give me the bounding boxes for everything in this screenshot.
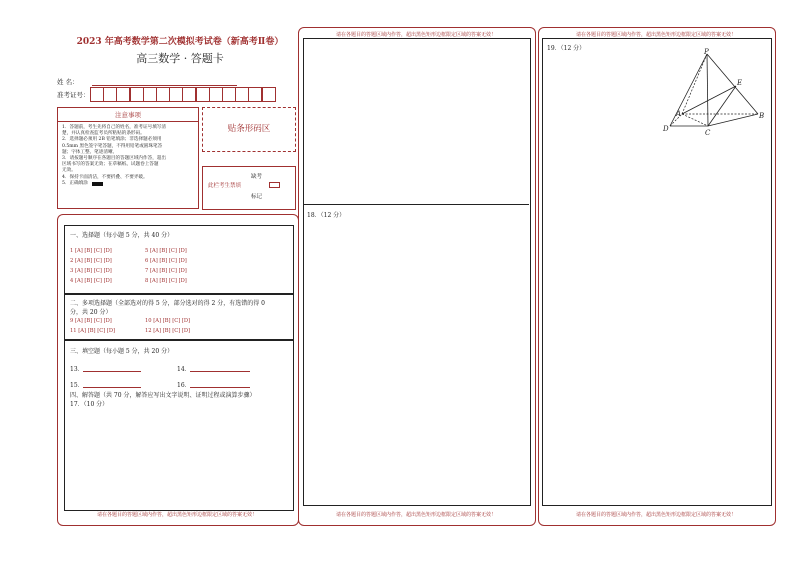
barcode-label: 贴条形码区: [227, 124, 271, 134]
id-digit-box[interactable]: [262, 87, 276, 102]
q16-blank[interactable]: [190, 387, 250, 388]
id-digit-box[interactable]: [90, 87, 104, 102]
section1-box: [64, 225, 294, 295]
q17-label: 17．（10 分）: [70, 401, 109, 408]
mcq-row[interactable]: 3 [A] [B] [C] [D]: [70, 268, 112, 274]
id-digit-box[interactable]: [248, 87, 262, 102]
notice-box: [57, 107, 199, 209]
mcq-row[interactable]: 2 [A] [B] [C] [D]: [70, 258, 112, 264]
name-label: 姓 名：: [57, 78, 79, 86]
q18-label: 18．（12 分）: [307, 212, 346, 219]
notice-title: 注意事项: [58, 108, 198, 122]
boundary-warning: 请在各题目的答题区域内作答，超出黑色矩形边框限定区域的答案无效！: [96, 512, 257, 518]
section1-title: 一、选择题（每小题 5 分，共 40 分）: [70, 232, 174, 239]
edge-pb: [707, 54, 758, 114]
id-digit-box[interactable]: [130, 87, 144, 102]
name-field[interactable]: [92, 84, 237, 86]
id-digit-box[interactable]: [182, 87, 196, 102]
middle-answer-box[interactable]: [303, 38, 531, 506]
absent-note: 此栏考生禁填: [208, 183, 242, 189]
section4-title: 四、解答题（共 70 分，解答应写出文字说明、证明过程或演算步骤）: [70, 392, 256, 399]
absent-mark-label: 标记: [251, 194, 263, 200]
q15-label: 15．: [70, 382, 84, 389]
vertex-label-e: E: [737, 79, 743, 87]
boundary-warning-top: 请在各题目的答题区域内作答，超出黑色矩形边框限定区域的答案无效！: [575, 32, 736, 38]
mcq-row[interactable]: 7 [A] [B] [C] [D]: [145, 268, 187, 274]
notice-item: 0.5mm 黑色签字笔答题，不得用铅笔或圆珠笔答: [62, 143, 163, 149]
id-digit-box[interactable]: [169, 87, 183, 102]
id-digit-box[interactable]: [143, 87, 157, 102]
notice-item-fill: [58, 181, 198, 187]
notice-item: 区域书写的答案无效；在草稿纸、试题卷上答题: [62, 162, 159, 168]
vertex-label-c: C: [705, 129, 711, 137]
filled-sample-mark: [92, 182, 103, 186]
pyramid-figure: [660, 48, 770, 140]
q17-q18-divider: [303, 204, 529, 205]
section2-box: [64, 293, 294, 341]
id-label: 准考证号：: [57, 91, 90, 99]
vertex-label-p: P: [704, 48, 709, 56]
edge-pc: [707, 54, 708, 126]
id-digit-box[interactable]: [209, 87, 223, 102]
q14-label: 14．: [177, 366, 191, 373]
mcq-row[interactable]: 4 [A] [B] [C] [D]: [70, 278, 112, 284]
q13-label: 13．: [70, 366, 84, 373]
vertex-label-b: B: [759, 112, 765, 120]
notice-item: 4．保持卡面清洁，不要折叠、不要弄破。: [62, 174, 148, 180]
mcq-row[interactable]: 9 [A] [B] [C] [D]: [70, 318, 112, 324]
boundary-warning-bottom: 请在各题目的答题区域内作答，超出黑色矩形边框限定区域的答案无效！: [335, 512, 496, 518]
notice-item: 题；字体工整、笔迹清晰。: [62, 149, 118, 155]
exam-id-boxes[interactable]: [90, 87, 275, 102]
vertex-label-d: D: [663, 125, 669, 133]
id-digit-box[interactable]: [222, 87, 236, 102]
id-digit-box[interactable]: [196, 87, 210, 102]
mcq-row[interactable]: 1 [A] [B] [C] [D]: [70, 248, 112, 254]
section2-title: 二、多项选择题（全部选对的得 5 分，部分选对的得 2 分，有选错的得 0: [70, 300, 265, 307]
id-digit-box[interactable]: [116, 87, 130, 102]
notice-item: 3．请按题号顺序在各题目的答题区域内作答，超出: [62, 156, 166, 162]
q19-label: 19．（12 分）: [547, 45, 586, 52]
boundary-warning-bottom: 请在各题目的答题区域内作答，超出黑色矩形边框限定区域的答案无效！: [575, 512, 736, 518]
absent-checkbox[interactable]: [269, 182, 280, 188]
section3-title: 三、填空题（每小题 5 分，共 20 分）: [70, 348, 174, 355]
answer-sheet-subtitle: 高三数学 · 答题卡: [136, 52, 224, 65]
mcq-row[interactable]: 11 [A] [B] [C] [D]: [70, 328, 116, 334]
edge-ac: [682, 114, 708, 126]
notice-item: 5．正确填涂: [62, 180, 88, 186]
notice-item: 1．答题前，考生先将自己的姓名，准考证号填写清: [62, 125, 166, 130]
q16-label: 16．: [177, 382, 191, 389]
id-digit-box[interactable]: [156, 87, 170, 102]
boundary-warning-top: 请在各题目的答题区域内作答，超出黑色矩形边框限定区域的答案无效！: [335, 32, 496, 38]
id-digit-box[interactable]: [235, 87, 249, 102]
absent-label: 缺考: [251, 174, 263, 180]
section2-title-cont: 分，共 20 分）: [70, 309, 112, 316]
notice-item: 2．选择题必须用 2B 铅笔填涂；非选择题必须用: [62, 137, 162, 143]
edge-ae: [682, 86, 736, 114]
vertex-label-a: A: [676, 110, 682, 118]
section3-4-box: [64, 339, 294, 511]
notice-item: 无效。: [62, 168, 76, 174]
q15-blank[interactable]: [83, 387, 141, 388]
mcq-row[interactable]: 12 [A] [B] [C] [D]: [145, 328, 191, 334]
exam-title: 2023 年高考数学第二次模拟考试卷（新高考Ⅱ卷）: [76, 37, 284, 47]
edge-pa: [682, 54, 707, 114]
mcq-row[interactable]: 10 [A] [B] [C] [D]: [145, 318, 191, 324]
mcq-row[interactable]: 6 [A] [B] [C] [D]: [145, 258, 187, 264]
q13-blank[interactable]: [83, 371, 141, 372]
q14-blank[interactable]: [190, 371, 250, 372]
notice-item: 楚，并认真检查监考员所粘贴的条形码。: [62, 131, 145, 137]
absent-mark-box: [202, 166, 296, 210]
mcq-row[interactable]: 8 [A] [B] [C] [D]: [145, 278, 187, 284]
mcq-row[interactable]: 5 [A] [B] [C] [D]: [145, 248, 187, 254]
barcode-area: [202, 107, 296, 152]
id-digit-box[interactable]: [103, 87, 117, 102]
